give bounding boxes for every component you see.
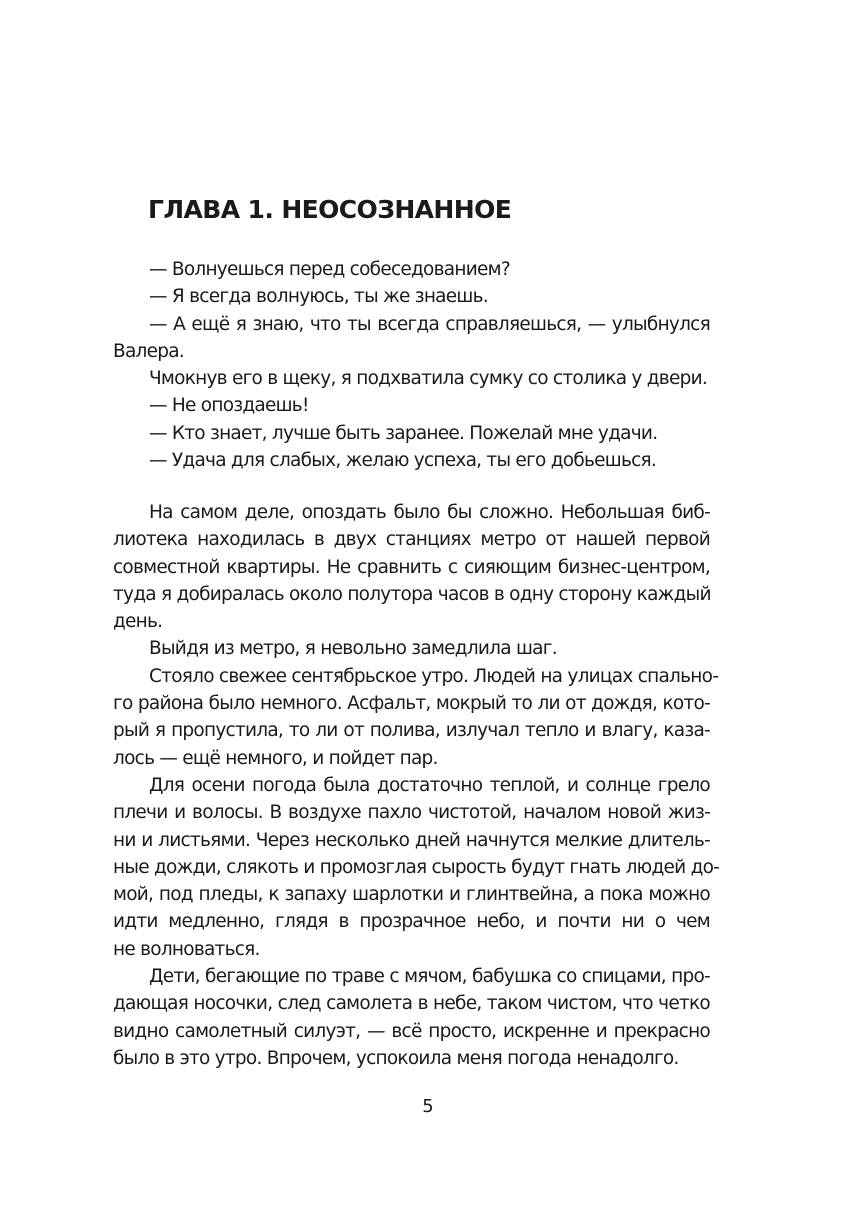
text-line: не волноваться. bbox=[113, 938, 260, 960]
text-line: было в это утро. Впрочем, успокоила меня погода ненадолго. bbox=[113, 1047, 679, 1069]
text-line: видно самолетный силуэт, — всё просто, искренне и прекрасно bbox=[113, 1020, 710, 1042]
text-line: мой, под пледы, к запаху шарлотки и глинтвейна, а пока можно bbox=[113, 884, 710, 906]
text-line: дающая носочки, след самолета в небе, таком чистом, что четко bbox=[113, 993, 710, 1015]
page-number: 5 bbox=[422, 1096, 434, 1117]
text-line: Дети, бегающие по траве с мячом, бабушка со спицами, про- bbox=[149, 966, 710, 988]
text-line: — А ещё я знаю, что ты всегда справляешься, — улыбнулся bbox=[149, 313, 710, 335]
text-line: — Не опоздаешь! bbox=[149, 395, 309, 417]
text-line: — Удача для слабых, желаю успеха, ты его добьешься. bbox=[149, 450, 657, 472]
text-line: совместной квартиры. Не сравнить с сияющим бизнес-центром, bbox=[113, 556, 710, 578]
text-line: идти медленно, глядя в прозрачное небо, и почти ни о чем bbox=[113, 911, 710, 933]
text-line: ные дожди, слякоть и промозглая сырость будут гнать людей до- bbox=[113, 856, 720, 878]
text-line: ни и листьями. Через несколько дней начнутся мелкие длитель- bbox=[113, 829, 710, 851]
text-line: — Кто знает, лучше быть заранее. Пожелай мне удачи. bbox=[149, 422, 658, 444]
text-line: рый я пропустила, то ли от полива, излучал тепло и влагу, каза- bbox=[113, 720, 710, 742]
text-line: лось — ещё немного, и пойдет пар. bbox=[113, 747, 438, 769]
text-line: Выйдя из метро, я невольно замедлила шаг. bbox=[149, 638, 557, 660]
dialogue-block bbox=[113, 256, 710, 474]
text-line: Для осени погода была достаточно теплой, и солнце грело bbox=[149, 774, 710, 796]
text-line: лиотека находилась в двух станциях метро от нашей первой bbox=[113, 529, 710, 551]
chapter-title: ГЛАВА 1. НЕОСОЗНАННОЕ bbox=[148, 195, 512, 224]
narrative-block bbox=[113, 499, 720, 1072]
text-line: — Волнуешься перед собеседованием? bbox=[149, 259, 510, 280]
text-line: туда я добиралась около полутора часов в одну сторону каждый bbox=[113, 583, 711, 605]
text-line: день. bbox=[113, 611, 163, 633]
text-line: го района было немного. Асфальт, мокрый то ли от дождя, кото- bbox=[113, 693, 710, 715]
text-line: Валера. bbox=[113, 340, 184, 362]
text-line: На самом деле, опоздать было бы сложно. Небольшая биб- bbox=[149, 502, 710, 523]
text-line: — Я всегда волнуюсь, ты же знаешь. bbox=[149, 286, 488, 308]
text-line: Чмокнув его в щеку, я подхватила сумку со столика у двери. bbox=[149, 368, 707, 390]
text-line: плечи и волосы. В воздухе пахло чистотой, началом новой жиз- bbox=[113, 802, 710, 824]
text-line: Стояло свежее сентябрьское утро. Людей на улицах спально- bbox=[149, 665, 719, 687]
